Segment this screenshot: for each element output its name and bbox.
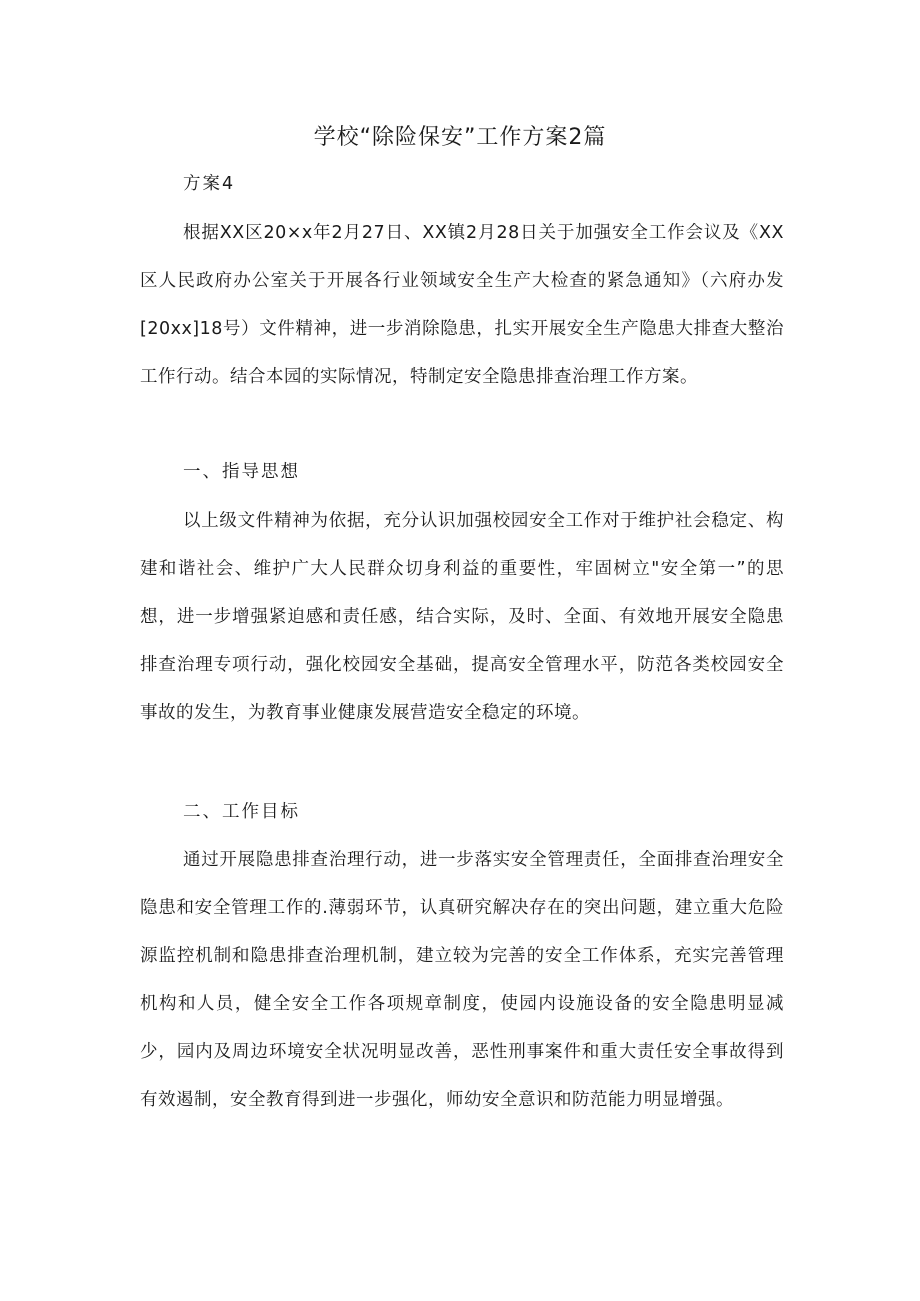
section-body-work-goals: 通过开展隐患排查治理行动，进一步落实安全管理责任，全面排查治理安全隐患和安全管理工作的.薄弱环节，认真研究解决存在的突出问题，建立重大危险源监控机制和隐患排查治理机制，建立较为完善的安全工作体系，充实完善管理机构和人员，健全安全工作各项规章制度，使园内设施设备的安全隐患明显减少，园内及周边环境安全状况明显改善，恶性刑事案件和重大责任安全事故得到有效遏制，安全教育得到进一步强化，师幼安全意识和防范能力明显增强。 [140, 850, 784, 1110]
section-heading-guiding-ideology: 一、指导思想 [183, 462, 300, 482]
section-heading-work-goals: 二、工作目标 [183, 802, 300, 822]
document-title: 学校“除险保安”工作方案2篇 [313, 125, 607, 150]
intro-paragraph: 根据XX区20×x年2月27日、XX镇2月28日关于加强安全工作会议及《XX区人民政府办公室关于开展各行业领域安全生产大检查的紧急通知》（六府办发[20xx]18号）文件精神，进一步消除隐患，扎实开展安全生产隐患大排查大整治工作行动。结合本园的实际情况，特制定安全隐患排查治理工作方案。 [140, 223, 784, 387]
section-label: 方案4 [183, 174, 236, 194]
section-body-guiding-ideology: 以上级文件精神为依据，充分认识加强校园安全工作对于维护社会稳定、构建和谐社会、维护广大人民群众切身利益的重要性，牢固树立"安全第一”的思想，进一步增强紧迫感和责任感，结合实际，及时、全面、有效地开展安全隐患排查治理专项行动，强化校园安全基础，提高安全管理水平，防范各类校园安全事故的发生，为教育事业健康发展营造安全稳定的环境。 [140, 511, 784, 723]
